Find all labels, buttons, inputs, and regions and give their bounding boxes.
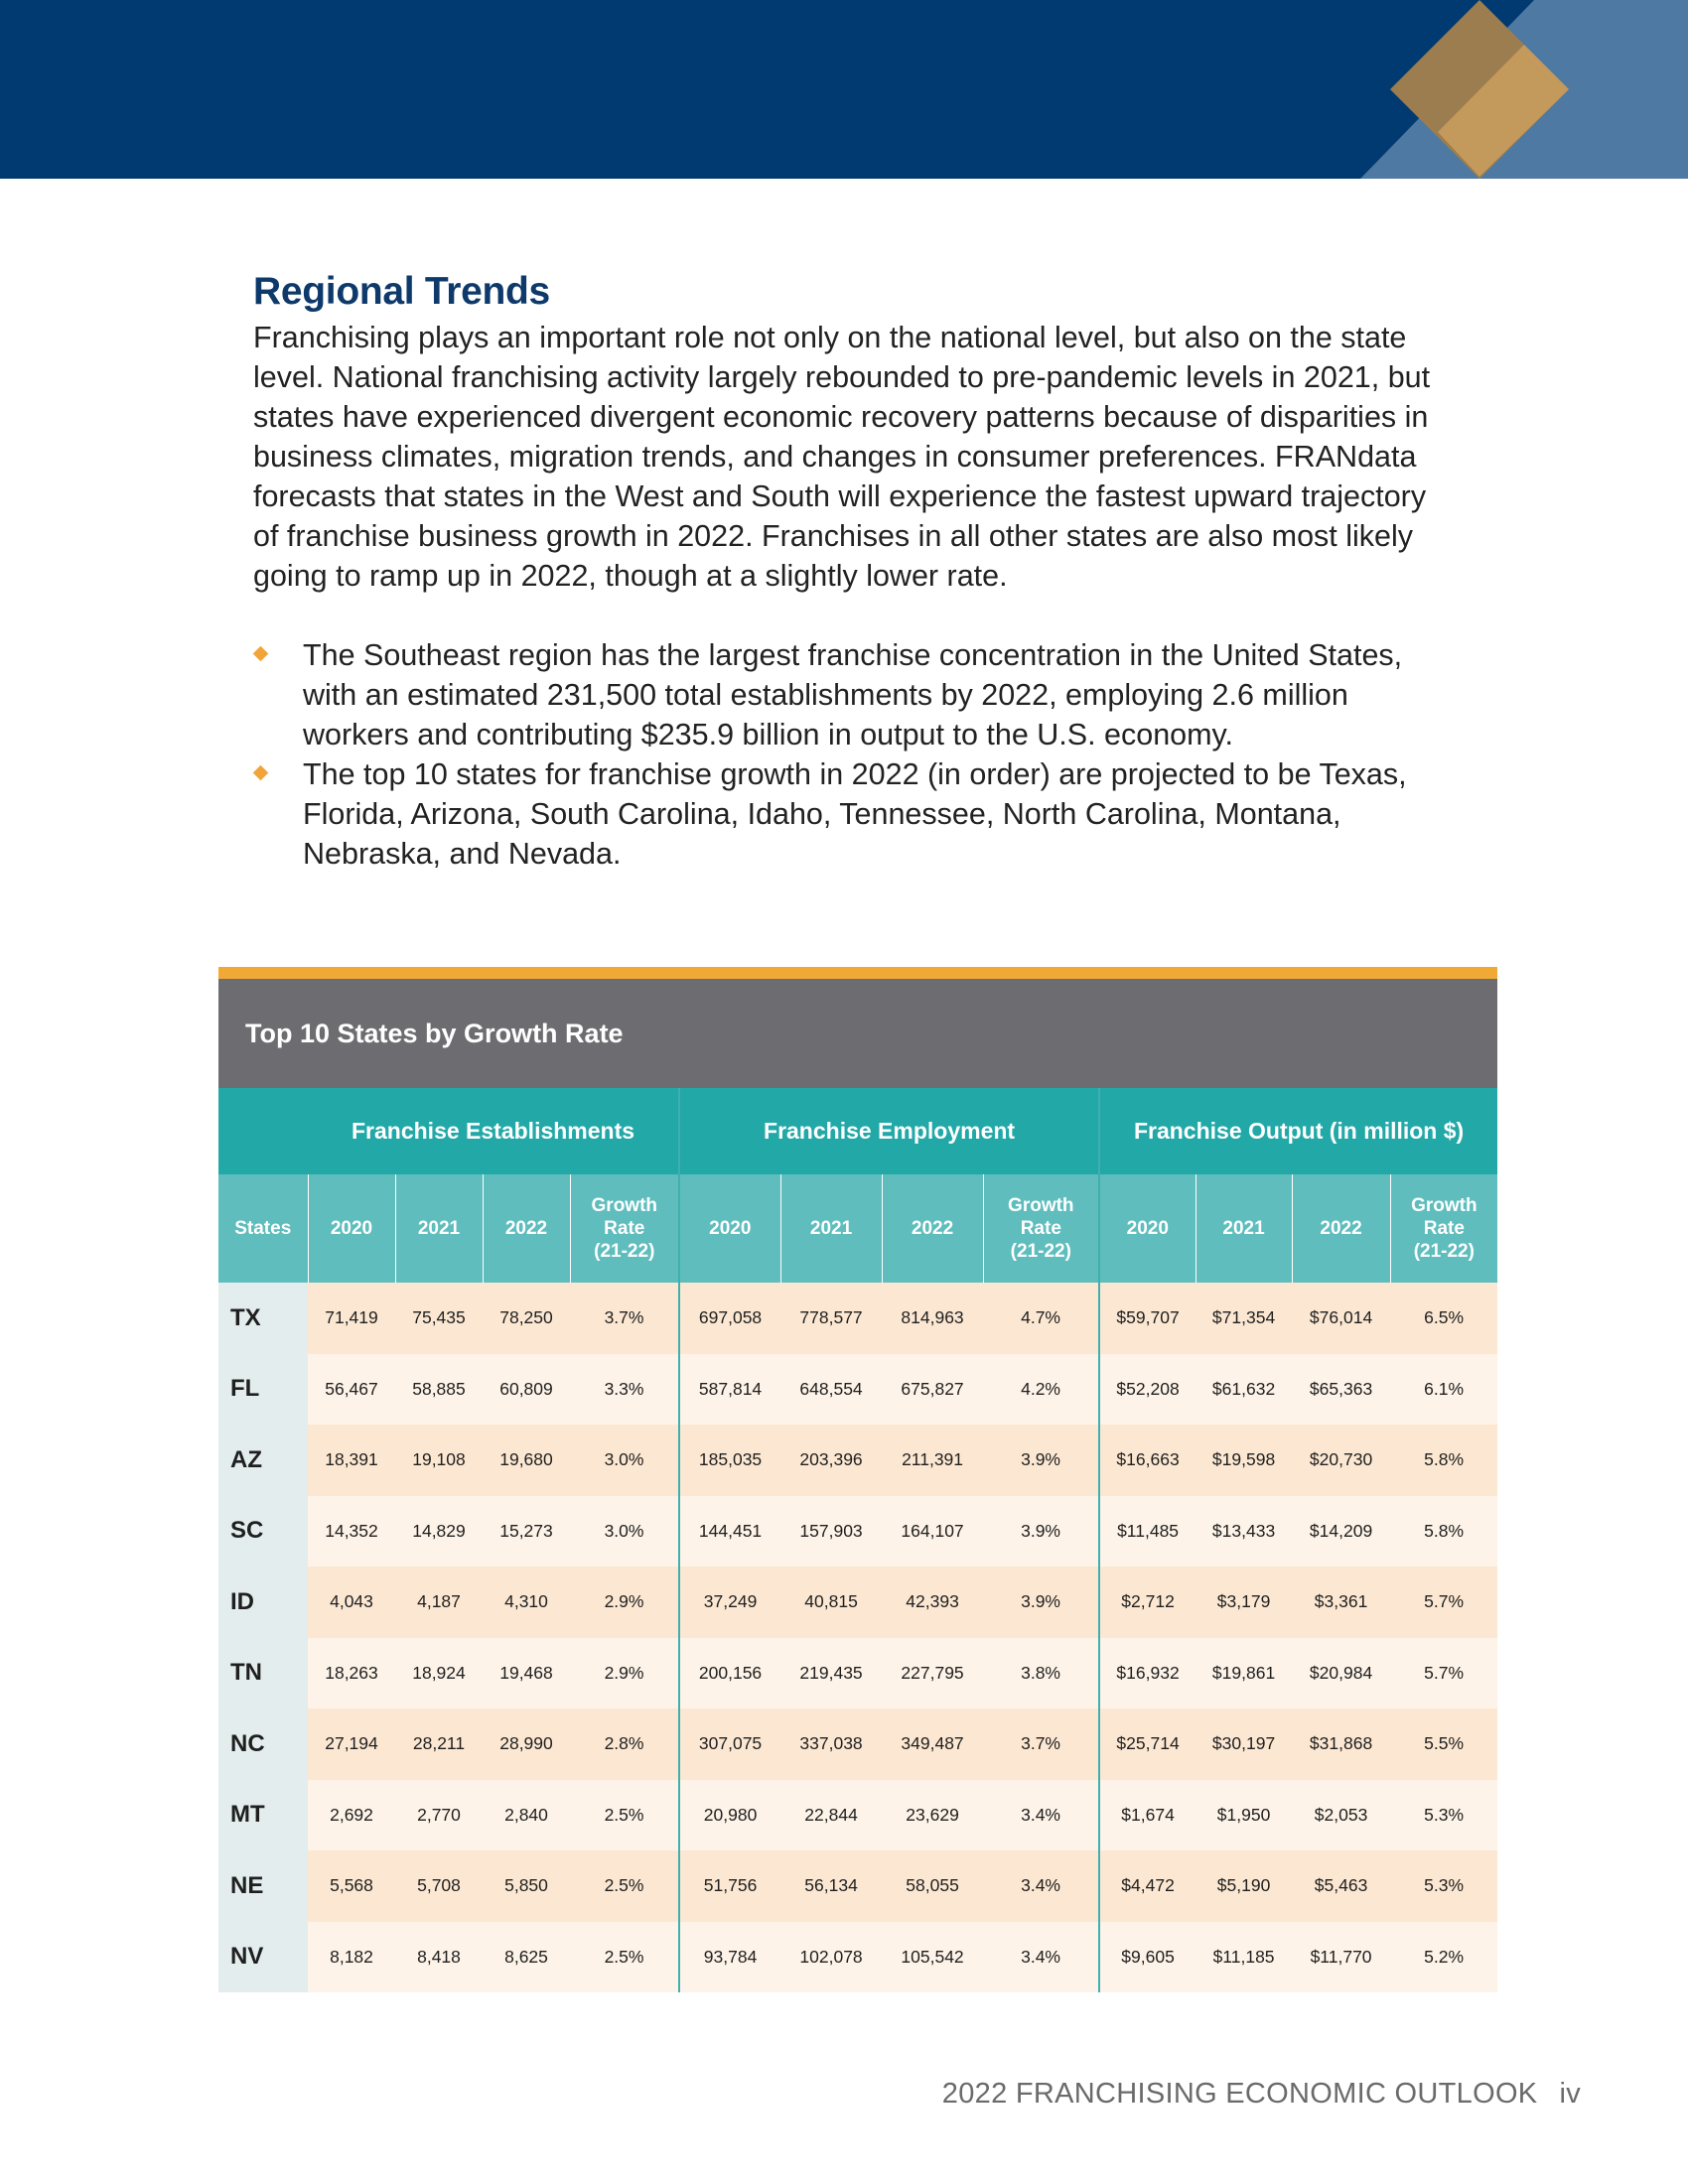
- header-banner: [0, 0, 1688, 179]
- growth-rate-cell: 5.2%: [1390, 1922, 1497, 1993]
- column-header-year: 2020: [1099, 1174, 1196, 1283]
- column-header-states: States: [218, 1174, 308, 1283]
- value-cell: 185,035: [679, 1425, 780, 1496]
- growth-rate-cell: 2.8%: [570, 1708, 679, 1780]
- value-cell: 227,795: [882, 1638, 983, 1709]
- value-cell: $13,433: [1196, 1496, 1292, 1568]
- value-cell: 78,250: [483, 1283, 570, 1354]
- growth-rate-cell: 5.5%: [1390, 1708, 1497, 1780]
- growth-rate-cell: 5.7%: [1390, 1638, 1497, 1709]
- value-cell: 19,468: [483, 1638, 570, 1709]
- column-header-year: 2020: [679, 1174, 780, 1283]
- growth-rate-cell: 2.9%: [570, 1567, 679, 1638]
- state-cell: ID: [218, 1567, 308, 1638]
- value-cell: $5,190: [1196, 1850, 1292, 1922]
- value-cell: 75,435: [395, 1283, 483, 1354]
- state-cell: NV: [218, 1922, 308, 1993]
- value-cell: $11,185: [1196, 1922, 1292, 1993]
- growth-rate-cell: 3.8%: [983, 1638, 1099, 1709]
- intro-paragraph: Franchising plays an important role not only on the national level, but also on the state level. National franchising activity largely rebounded to pre-pandemic levels in 2021, but states have experienced divergent economic recovery patterns because of disparities in business climates, migration trends, and changes in consumer preferences. FRANdata forecasts that states in the West and South will experience the fastest upward trajectory of franchise business growth in 2022. Franchises in all other states are also most likely going to ramp up in 2022, though at a slightly lower rate.: [253, 321, 1431, 593]
- value-cell: 37,249: [679, 1567, 780, 1638]
- value-cell: 71,419: [308, 1283, 395, 1354]
- growth-rate-cell: 3.0%: [570, 1496, 679, 1568]
- column-header-year: 2021: [1196, 1174, 1292, 1283]
- value-cell: $61,632: [1196, 1354, 1292, 1426]
- bullet-item: [253, 635, 1440, 754]
- growth-rate-cell: 3.4%: [983, 1850, 1099, 1922]
- value-cell: $3,179: [1196, 1567, 1292, 1638]
- value-cell: 144,451: [679, 1496, 780, 1568]
- growth-rate-cell: 3.4%: [983, 1922, 1099, 1993]
- value-cell: 18,263: [308, 1638, 395, 1709]
- value-cell: 4,310: [483, 1567, 570, 1638]
- state-cell: TN: [218, 1638, 308, 1709]
- value-cell: 337,038: [780, 1708, 882, 1780]
- value-cell: $59,707: [1099, 1283, 1196, 1354]
- table-accent-bar: [218, 967, 1497, 979]
- table-body: [218, 1283, 1497, 1992]
- table-row: [218, 1780, 1497, 1851]
- table-row: [218, 1638, 1497, 1709]
- bullet-text: The Southeast region has the largest franchise concentration in the United States, with an estimated 231,500 total establishments by 2022, employing 2.6 million workers and contributing $235.9 billion in output to the U.S. economy.: [303, 638, 1403, 751]
- group-header-row: [218, 1088, 1497, 1174]
- diamond-bullet-icon: [253, 646, 269, 662]
- value-cell: 4,187: [395, 1567, 483, 1638]
- column-header-year: 2021: [780, 1174, 882, 1283]
- column-header-growth: Growth Rate (21-22): [983, 1174, 1099, 1283]
- value-cell: 56,467: [308, 1354, 395, 1426]
- value-cell: 102,078: [780, 1922, 882, 1993]
- value-cell: 14,829: [395, 1496, 483, 1568]
- growth-rate-cell: 3.4%: [983, 1780, 1099, 1851]
- growth-table-container: [218, 967, 1497, 1992]
- growth-table: [218, 1088, 1497, 1992]
- value-cell: $5,463: [1292, 1850, 1390, 1922]
- value-cell: 40,815: [780, 1567, 882, 1638]
- group-header-establishments: Franchise Establishments: [308, 1088, 679, 1174]
- growth-rate-cell: 3.9%: [983, 1496, 1099, 1568]
- group-header-spacer: [218, 1088, 308, 1174]
- value-cell: 648,554: [780, 1354, 882, 1426]
- table-row: [218, 1708, 1497, 1780]
- bullet-list: [253, 635, 1440, 874]
- value-cell: 203,396: [780, 1425, 882, 1496]
- table-row: [218, 1496, 1497, 1568]
- growth-rate-cell: 2.5%: [570, 1922, 679, 1993]
- value-cell: $65,363: [1292, 1354, 1390, 1426]
- growth-rate-cell: 6.1%: [1390, 1354, 1497, 1426]
- value-cell: $19,598: [1196, 1425, 1292, 1496]
- value-cell: $52,208: [1099, 1354, 1196, 1426]
- value-cell: 28,211: [395, 1708, 483, 1780]
- value-cell: 211,391: [882, 1425, 983, 1496]
- value-cell: 5,850: [483, 1850, 570, 1922]
- value-cell: $20,730: [1292, 1425, 1390, 1496]
- publication-title: 2022 FRANCHISING ECONOMIC OUTLOOK: [941, 2078, 1538, 2110]
- table-row: [218, 1283, 1497, 1354]
- diamond-logo-graphic: [0, 0, 1688, 179]
- value-cell: 105,542: [882, 1922, 983, 1993]
- value-cell: 587,814: [679, 1354, 780, 1426]
- bullet-item: [253, 754, 1440, 874]
- value-cell: 349,487: [882, 1708, 983, 1780]
- value-cell: $11,485: [1099, 1496, 1196, 1568]
- value-cell: 15,273: [483, 1496, 570, 1568]
- value-cell: $1,674: [1099, 1780, 1196, 1851]
- state-cell: SC: [218, 1496, 308, 1568]
- value-cell: $14,209: [1292, 1496, 1390, 1568]
- value-cell: $31,868: [1292, 1708, 1390, 1780]
- state-cell: TX: [218, 1283, 308, 1354]
- growth-rate-cell: 3.7%: [983, 1708, 1099, 1780]
- value-cell: $20,984: [1292, 1638, 1390, 1709]
- value-cell: $71,354: [1196, 1283, 1292, 1354]
- growth-rate-cell: 2.5%: [570, 1850, 679, 1922]
- diamond-bullet-icon: [253, 765, 269, 781]
- table-row: [218, 1567, 1497, 1638]
- column-header-growth: Growth Rate (21-22): [570, 1174, 679, 1283]
- column-header-year: 2020: [308, 1174, 395, 1283]
- value-cell: 5,708: [395, 1850, 483, 1922]
- bullet-text: The top 10 states for franchise growth in 2022 (in order) are projected to be Texas, Florida, Arizona, South Carolina, Idaho, Tennessee, North Carolina, Montana, Nebraska, and Nevada.: [303, 757, 1407, 871]
- value-cell: 18,924: [395, 1638, 483, 1709]
- value-cell: 164,107: [882, 1496, 983, 1568]
- value-cell: 219,435: [780, 1638, 882, 1709]
- column-header-row: [218, 1174, 1497, 1283]
- value-cell: 2,770: [395, 1780, 483, 1851]
- value-cell: 18,391: [308, 1425, 395, 1496]
- value-cell: $9,605: [1099, 1922, 1196, 1993]
- value-cell: 20,980: [679, 1780, 780, 1851]
- value-cell: $16,663: [1099, 1425, 1196, 1496]
- value-cell: 2,692: [308, 1780, 395, 1851]
- growth-rate-cell: 3.0%: [570, 1425, 679, 1496]
- growth-rate-cell: 3.7%: [570, 1283, 679, 1354]
- value-cell: 22,844: [780, 1780, 882, 1851]
- value-cell: 56,134: [780, 1850, 882, 1922]
- value-cell: 4,043: [308, 1567, 395, 1638]
- group-header-output: Franchise Output (in million $): [1099, 1088, 1497, 1174]
- column-header-growth: Growth Rate (21-22): [1390, 1174, 1497, 1283]
- page-number: iv: [1559, 2078, 1581, 2110]
- growth-rate-cell: 2.9%: [570, 1638, 679, 1709]
- value-cell: $25,714: [1099, 1708, 1196, 1780]
- value-cell: 157,903: [780, 1496, 882, 1568]
- state-cell: FL: [218, 1354, 308, 1426]
- value-cell: $2,053: [1292, 1780, 1390, 1851]
- value-cell: 14,352: [308, 1496, 395, 1568]
- value-cell: 307,075: [679, 1708, 780, 1780]
- value-cell: $3,361: [1292, 1567, 1390, 1638]
- growth-rate-cell: 5.3%: [1390, 1850, 1497, 1922]
- value-cell: 19,108: [395, 1425, 483, 1496]
- value-cell: 8,182: [308, 1922, 395, 1993]
- growth-rate-cell: 3.9%: [983, 1425, 1099, 1496]
- growth-rate-cell: 3.9%: [983, 1567, 1099, 1638]
- value-cell: $16,932: [1099, 1638, 1196, 1709]
- growth-rate-cell: 4.2%: [983, 1354, 1099, 1426]
- state-cell: NE: [218, 1850, 308, 1922]
- value-cell: 27,194: [308, 1708, 395, 1780]
- value-cell: $11,770: [1292, 1922, 1390, 1993]
- value-cell: 23,629: [882, 1780, 983, 1851]
- growth-rate-cell: 5.3%: [1390, 1780, 1497, 1851]
- group-header-employment: Franchise Employment: [679, 1088, 1099, 1174]
- value-cell: 814,963: [882, 1283, 983, 1354]
- column-header-year: 2021: [395, 1174, 483, 1283]
- state-cell: AZ: [218, 1425, 308, 1496]
- table-row: [218, 1922, 1497, 1993]
- table-row: [218, 1850, 1497, 1922]
- value-cell: $19,861: [1196, 1638, 1292, 1709]
- state-cell: NC: [218, 1708, 308, 1780]
- value-cell: $30,197: [1196, 1708, 1292, 1780]
- state-cell: MT: [218, 1780, 308, 1851]
- value-cell: $76,014: [1292, 1283, 1390, 1354]
- table-title: Top 10 States by Growth Rate: [218, 979, 1497, 1088]
- section-title: Regional Trends: [253, 270, 550, 313]
- value-cell: 58,885: [395, 1354, 483, 1426]
- value-cell: 51,756: [679, 1850, 780, 1922]
- growth-rate-cell: 5.7%: [1390, 1567, 1497, 1638]
- growth-rate-cell: 5.8%: [1390, 1425, 1497, 1496]
- value-cell: 697,058: [679, 1283, 780, 1354]
- value-cell: 5,568: [308, 1850, 395, 1922]
- value-cell: 675,827: [882, 1354, 983, 1426]
- value-cell: 58,055: [882, 1850, 983, 1922]
- value-cell: 28,990: [483, 1708, 570, 1780]
- value-cell: 19,680: [483, 1425, 570, 1496]
- value-cell: 778,577: [780, 1283, 882, 1354]
- value-cell: 2,840: [483, 1780, 570, 1851]
- value-cell: 93,784: [679, 1922, 780, 1993]
- value-cell: $4,472: [1099, 1850, 1196, 1922]
- growth-rate-cell: 3.3%: [570, 1354, 679, 1426]
- growth-rate-cell: 2.5%: [570, 1780, 679, 1851]
- growth-rate-cell: 4.7%: [983, 1283, 1099, 1354]
- growth-rate-cell: 6.5%: [1390, 1283, 1497, 1354]
- value-cell: 8,625: [483, 1922, 570, 1993]
- value-cell: $1,950: [1196, 1780, 1292, 1851]
- value-cell: 42,393: [882, 1567, 983, 1638]
- column-header-year: 2022: [882, 1174, 983, 1283]
- column-header-year: 2022: [1292, 1174, 1390, 1283]
- page-footer: [942, 2078, 1581, 2111]
- column-header-year: 2022: [483, 1174, 570, 1283]
- value-cell: 60,809: [483, 1354, 570, 1426]
- value-cell: $2,712: [1099, 1567, 1196, 1638]
- value-cell: 200,156: [679, 1638, 780, 1709]
- table-row: [218, 1425, 1497, 1496]
- table-row: [218, 1354, 1497, 1426]
- growth-rate-cell: 5.8%: [1390, 1496, 1497, 1568]
- value-cell: 8,418: [395, 1922, 483, 1993]
